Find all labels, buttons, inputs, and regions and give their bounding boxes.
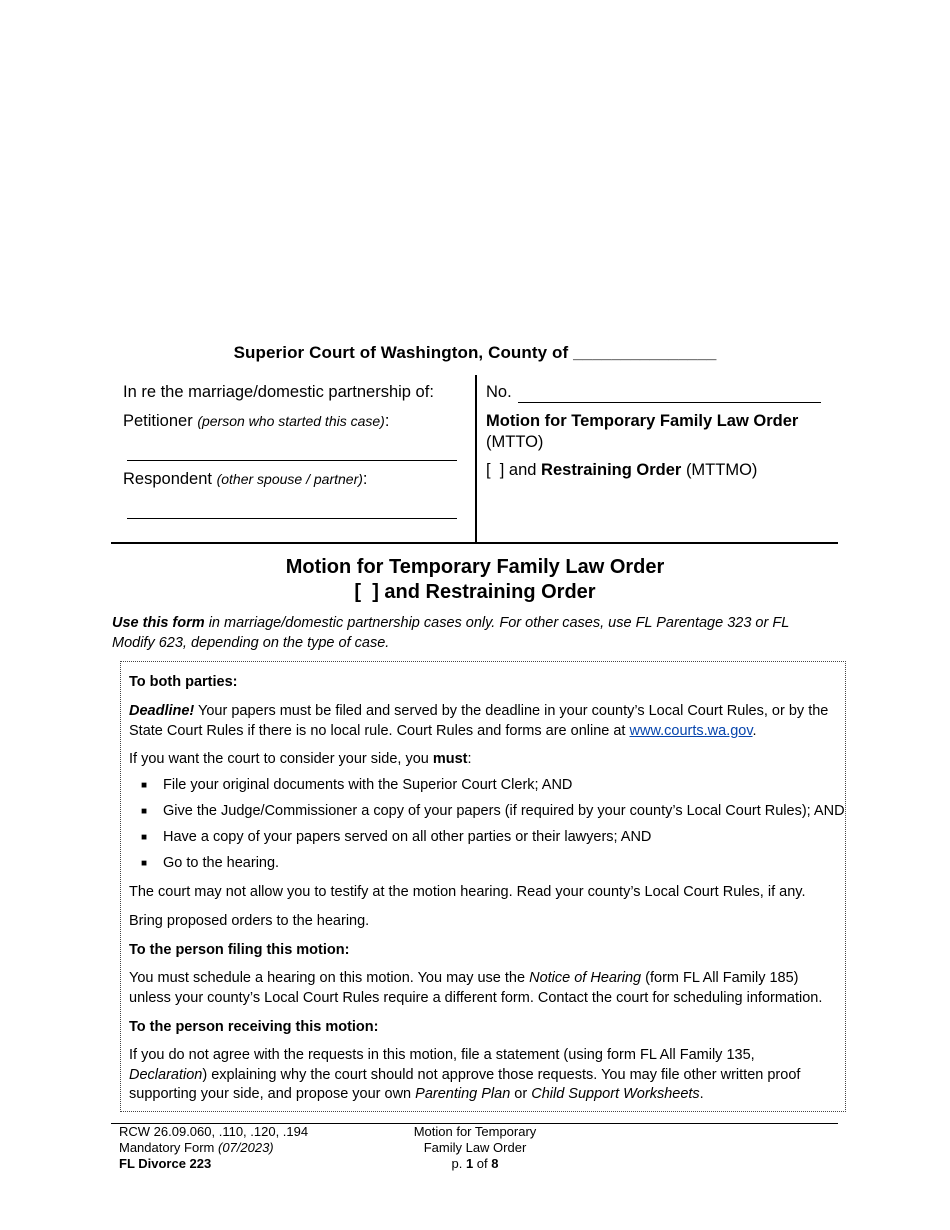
receiving-or: or <box>510 1086 532 1102</box>
document-title-line1: Motion for Temporary Family Law Order <box>285 556 665 578</box>
petitioner-hint: (person who started this case) <box>197 413 385 429</box>
in-re-label: In re the marriage/domestic partnership of: <box>123 383 434 401</box>
filing-text: You must schedule a hearing on this motion. You may use the <box>129 970 530 986</box>
document-title-line2: [ ] and Restraining Order <box>354 581 596 603</box>
restraining-order-option <box>486 461 757 480</box>
respondent-colon: : <box>362 470 368 488</box>
page-total: 8 <box>491 1156 499 1171</box>
receiving-heading: To the person receiving this motion: <box>129 1019 379 1035</box>
deadline-text: Your papers must be filed and served by the deadline in your county’s Local Court Rules, or by the State Court Rules if there is no local rule. Court Rules and forms are online at <box>129 703 829 739</box>
petitioner-name-field[interactable] <box>127 460 457 461</box>
bullet-icon: ■ <box>141 806 148 817</box>
footer-title-line1: Motion for Temporary <box>413 1124 537 1139</box>
petitioner-label-row <box>123 412 389 431</box>
footer-mandatory <box>119 1140 308 1156</box>
usage-note <box>112 614 832 653</box>
respondent-hint: (other spouse / partner) <box>216 471 363 487</box>
footer-title-line2: Family Law Order <box>423 1140 527 1155</box>
court-title: Superior Court of Washington, County of _______________ <box>233 343 717 362</box>
both-parties-heading: To both parties: <box>129 674 238 690</box>
petitioner-colon: : <box>384 412 390 430</box>
bullet-icon: ■ <box>141 858 148 869</box>
bullet-icon: ■ <box>141 780 148 791</box>
document-title <box>0 555 950 605</box>
deadline-period: . <box>752 722 757 739</box>
footer-mandatory-label: Mandatory Form <box>119 1140 218 1155</box>
usage-note-text: in marriage/domestic partnership cases only. For other cases, use FL Parentage 323 or FL Modify 623, depending on the type of case. <box>112 615 789 651</box>
must-bold: must <box>432 751 468 767</box>
caption-bottom-rule <box>111 542 838 544</box>
page-current: 1 <box>465 1156 474 1171</box>
footer-form-info <box>119 1124 308 1172</box>
must-text: If you want the court to consider your side, you <box>129 751 433 767</box>
list-item-text: Go to the hearing. <box>163 855 280 871</box>
respondent-name-field[interactable] <box>127 518 457 519</box>
respondent-label-row <box>123 470 367 489</box>
list-item-text: Give the Judge/Commissioner a copy of your papers (if required by your county’s Local Court Rules); AND <box>163 803 845 819</box>
motion-title-caption: Motion for Temporary Family Law Order <box>486 412 799 430</box>
receiving-paragraph <box>129 1046 829 1105</box>
restraining-abbreviation: (MTTMO) <box>685 461 758 479</box>
deadline-paragraph <box>129 702 829 741</box>
filing-heading: To the person filing this motion: <box>129 942 350 958</box>
filing-paragraph <box>129 969 829 1008</box>
list-item-text: Have a copy of your papers served on all other parties or their lawyers; AND <box>163 829 652 845</box>
footer-form-title <box>385 1124 565 1172</box>
bullet-icon: ■ <box>141 832 148 843</box>
filing-text-continued: (form FL All Family 185) unless your county’s Local Court Rules require a different form. Contact the court for scheduling information. <box>129 970 823 1006</box>
footer-rcw: RCW 26.09.060, .110, .120, .194 <box>119 1124 309 1139</box>
footer-mandatory-date: (07/2023) <box>217 1140 274 1155</box>
footer-page-number <box>385 1156 565 1172</box>
child-support-worksheets-title: Child Support Worksheets <box>531 1086 700 1102</box>
must-paragraph <box>129 750 829 770</box>
page-of: of <box>473 1156 492 1171</box>
footer-form-id: FL Divorce 223 <box>119 1156 212 1171</box>
case-number-label: No. <box>486 383 512 401</box>
receiving-period: . <box>699 1086 704 1102</box>
testify-paragraph: The court may not allow you to testify at the motion hearing. Read your county’s Local Court Rules, if any. <box>129 884 806 900</box>
receiving-text-continued: ) explaining why the court should not approve those requests. You may file other written proof supporting your side, and propose your own <box>129 1066 801 1102</box>
page-prefix: p. <box>451 1156 466 1171</box>
usage-note-bold: Use this form <box>112 615 205 631</box>
respondent-label: Respondent <box>123 470 212 488</box>
parenting-plan-title: Parenting Plan <box>415 1086 511 1102</box>
bring-orders-paragraph: Bring proposed orders to the hearing. <box>129 913 370 929</box>
caption-divider <box>475 375 477 542</box>
courts-website-link[interactable]: www.courts.wa.gov <box>629 722 753 739</box>
petitioner-label: Petitioner <box>123 412 193 430</box>
deadline-label: Deadline! <box>129 703 195 719</box>
motion-abbreviation: (MTTO) <box>486 433 544 451</box>
notice-of-hearing-title: Notice of Hearing <box>529 970 642 986</box>
list-item-text: File your original documents with the Superior Court Clerk; AND <box>163 777 573 793</box>
declaration-title: Declaration <box>129 1066 203 1083</box>
must-colon: : <box>467 751 472 767</box>
case-number-field[interactable] <box>518 402 821 403</box>
receiving-text: If you do not agree with the requests in this motion, file a statement (using form FL All Family 135, <box>129 1047 755 1063</box>
restraining-order-label: Restraining Order <box>541 461 682 479</box>
restraining-checkbox[interactable]: [ ] and <box>486 461 542 479</box>
